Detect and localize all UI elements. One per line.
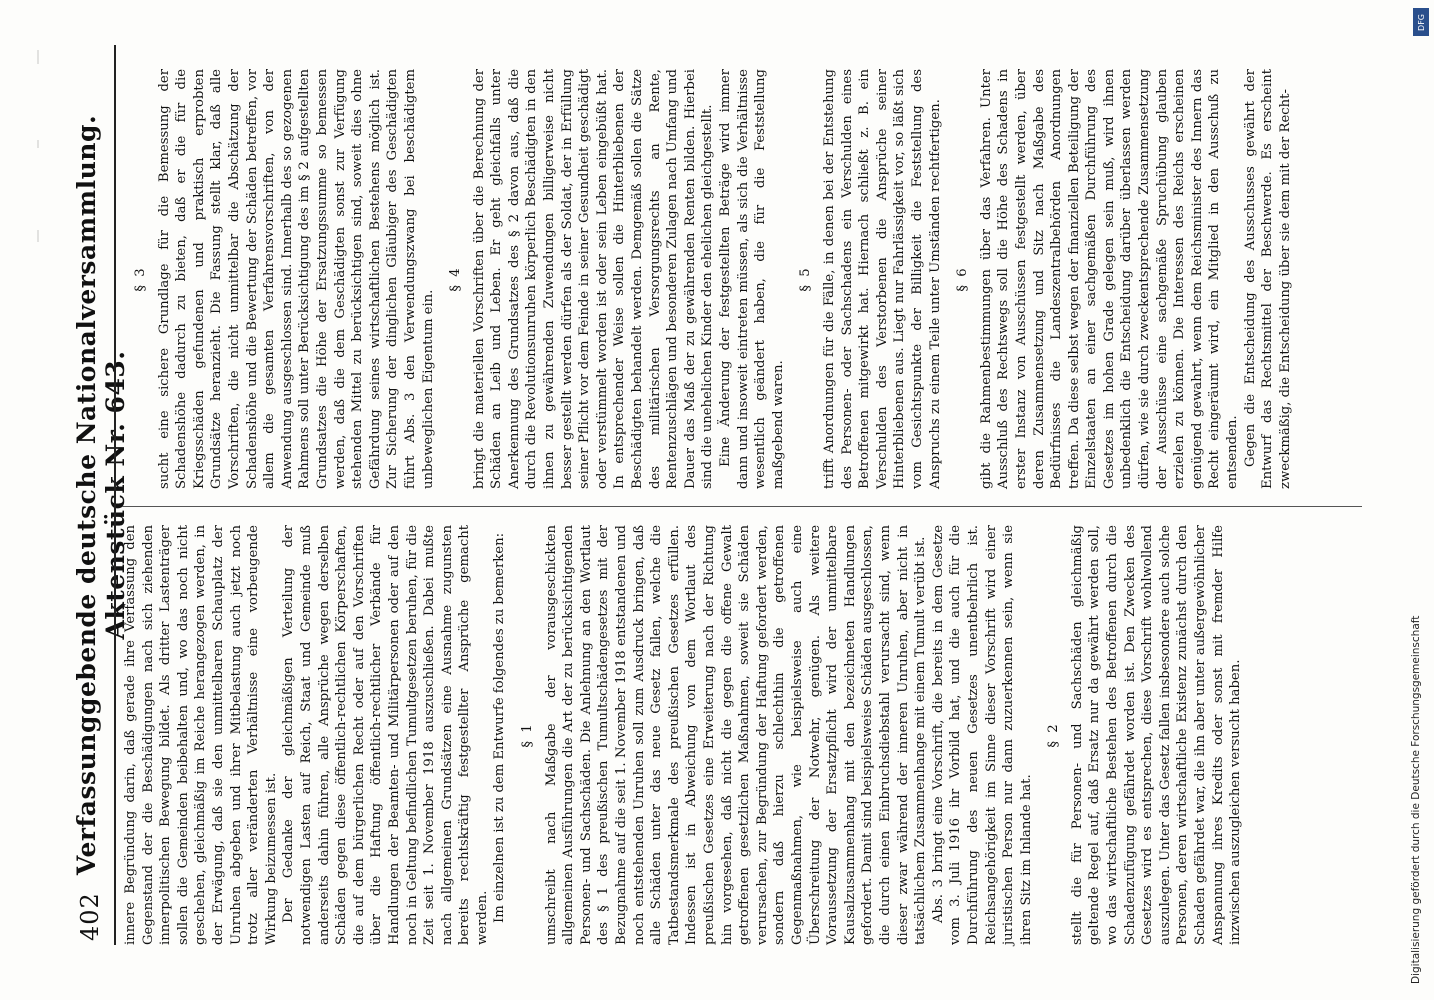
section-heading: § 2 — [1046, 722, 1062, 748]
paragraph: umschreibt nach Maßgabe der vorausgeschickten allgemeinen Ausführungen die Art der zu berücksichtigenden Personen- und Sachschäden. Die Anlehnung an den Wortlaut des § 1 des preußischen Tumultschädengesetzes mit der Bezugnahme auf die seit 1. November 1918 entstandenen und noch entstehenden Unruhen soll zum Ausdruck bringen, daß alle Schäden unter das neue Gesetz fallen, welche die Tatbestandsmerkmale des preußischen Gesetzes erfüllen. Indessen ist in Abweichung von dem Wortlaut des preußischen Gesetzes eine Erweiterung nach der Richtung hin vorgesehen, daß nicht die gegen die offene Gewalt getroffenen gesetzlichen Maßnahmen, soweit sie Schäden verursachen, zur Begründung der Haftung gefordert werden, sondern daß hierzu schlechthin die getroffenen Gegenmaßnahmen, wie beispielsweise auch eine Überschreitung der Notwehr, genügen. Als weitere Voraussetzung der Ersatzpflicht wird der unmittelbare Kausalzusammenhang mit den bezeichneten Handlungen gefordert. Damit sind beispielsweise Schäden ausgeschlossen, die durch einen Einbruchsdiebstahl verursacht sind, wenn dieser zwar während der inneren Unruhen, aber nicht in tatsächlichem Zusammenhange mit einem Tumult verübt ist. — [543, 525, 929, 945]
paragraph: innere Begründung darin, daß gerade ihre Verfassung den Gegenstand der die Beschädigungen nach sich ziehenden innerpolitischen Bewegung bildet. Als dritter Lastenträger sollen die Gemeinden beibehalten und, wo das noch nicht geschehen, gleichmäßig im Reiche herangezogen werden, in der Erwägung, daß sie den unmittelbaren Schauplatz der Unruhen abgeben und ihrer Mitbelastung auch jetzt noch trotz aller veränderten Verhältnisse eine vorbeugende Wirkung beizumessen ist. — [123, 525, 279, 945]
paragraph: sucht eine sichere Grundlage für die Bemessung der Schadenshöhe dadurch zu bieten, daß er die für die Kriegsschäden gefundenen und praktisch erprobten Grundsätze heranzieht. Die Fassung stellt klar, daß alle Vorschriften, die nicht unmittelbar die Abschätzung der Schadenshöhe und die Bewertung der Schäden betreffen, vor allem die gesamten Verfahrensvorschriften, von der Anwendung ausgeschlossen sind. Innerhalb des so gezogenen Rahmens soll unter Berücksichtigung des im § 2 aufgestellten Grundsatzes die Höhe der Ersatzungssumme so bemessen werden, daß die dem Geschädigten sonst zur Verfügung stehenden Mittel zu berücksichtigen sind, soweit dies ohne Gefährdung seines wirtschaftlichen Bestehens möglich ist. Zur Sicherung der dinglichen Gläubiger des Geschädigten führt Abs. 3 den Verwendungszwang bei beschädigtem unbeweglichen Eigentum ein. — [156, 69, 436, 489]
right-text-column — [122, 69, 1294, 489]
paragraph: Gegen die Entscheidung des Ausschusses gewährt der Entwurf das Rechtsmittel der Beschwerde. Es erscheint zweckmäßig, die Entscheidung über sie dem mit der Recht- — [1242, 69, 1293, 489]
section-heading: § 5 — [798, 266, 814, 292]
digitization-credit — [1408, 8, 1430, 992]
paragraph: Der Gedanke der gleichmäßigen Verteilung der notwendigen Lasten auf Reich, Staat und Gemeinde muß anderseits dahin führen, alle Ansprüche wegen derselben Schäden gegen diese öffentlich-rechtlichen Körperschaften, die auf dem bürgerlichen Recht oder auf den Vorschriften über die Haftung öffentlich-rechtlicher Verbände für Handlungen der Beamten- und Militärpersonen oder auf den noch in Geltung befindlichen Tumultgesetzen beruhen, für die Zeit seit 1. November 1918 auszuschließen. Dabei mußte nach allgemeinen Grundsätzen eine Ausnahme zugunsten bereits rechtskräftig festgestellter Ansprüche gemacht werden. — [281, 525, 490, 945]
paragraph: bringt die materiellen Vorschriften über die Berechnung der Schäden an Leib und Leben. Er geht gleichfalls unter Anerkennung des Grundsatzes des § 2 davon aus, daß die durch die Revolutionsunruhen körperlich Beschädigten in den ihnen zu gewährenden Zuwendungen billigerweise nicht besser gestellt werden dürfen als der Soldat, der in Erfüllung seiner Pflicht vor dem Feinde in seiner Gesundheit geschädigt oder verstümmelt worden ist oder sein Leben eingebüßt hat. In entsprechender Weise sollen die Hinterbliebenen der Beschädigten behandelt werden. Demgemäß sollen die Sätze des militärischen Versorgungsrechts an Rente, Rentenzuschlägen und besonderen Zulagen nach Umfang und Dauer das Maß der zu gewährenden Renten bilden. Hierbei sind die unehelichen Kinder den ehelichen gleichgestellt. — [471, 69, 716, 489]
dfg-logo-text: DFG — [1416, 13, 1426, 31]
paragraph: trifft Anordnungen für die Fälle, in denen bei der Entstehung des Personen- oder Sachschadens ein Verschulden eines Betroffenen mitgewirkt hat. Hiernach schließt z. B. ein Verschulden des Verstorbenen die Ansprüche seiner Hinterbliebenen aus. Liegt nur Fahrlässigkeit vor, so läßt sich vom Gesichtspunkte der Billigkeit die Feststellung des Anspruchs zu einem Teile unter Umständen rechtfertigen. — [821, 69, 943, 489]
dfg-logo — [1413, 8, 1429, 36]
page-header — [70, 45, 130, 945]
paragraph: Eine Änderung der festgestellten Beträge wird immer dann und insoweit eintreten müssen, als sich die Verhältnisse wesentlich geändert haben, die für die Feststellung maßgebend waren. — [718, 69, 786, 489]
rotated-page-content — [70, 45, 1370, 945]
paragraph: Im einzelnen ist zu dem Entwurfe folgendes zu bemerken: — [492, 532, 508, 923]
scan-noise-marks — [34, 20, 42, 980]
credit-text: Digitalisierung gefördert durch die Deutsche Forschungsgemeinschaft — [1410, 615, 1422, 984]
section-heading: § 6 — [955, 266, 971, 292]
header-rule — [114, 45, 116, 945]
paragraph: gibt die Rahmenbestimmungen über das Verfahren. Unter Ausschluß des Rechtswegs soll die Höhe des Schadens in erster Instanz von Ausschüssen festgestellt werden, über deren Zusammensetzung und Sitz nach Maßgabe des Bedürfnisses die Landeszentralbehörden Anordnungen treffen. Da diese selbst wegen der finanziellen Beteiligung der Einzelstaaten an einer sachgemäßen Durchführung des Gesetzes im hohen Grade gelegen sein muß, wird ihnen unbedenklich die Entscheidung darüber überlassen werden dürfen, wie sie durch zweckentsprechende Zusammensetzung der Ausschüsse eine sachgemäße Spruchübung glauben erzielen zu können. Die Interessen des Reichs erscheinen genügend gewahrt, wenn dem Reichsminister des Innern das Recht eingeräumt wird, ein Mitglied in den Ausschuß zu entsenden. — [978, 69, 1241, 489]
paragraph: stellt die für Personen- und Sachschäden gleichmäßig geltende Regel auf, daß Ersatz nur da gewährt werden soll, wo das wirtschaftliche Bestehen des Betroffenen durch die Schadenzufügung gefährdet worden ist. Den Zwecken des Gesetzes wird es entsprechen, diese Vorschrift wohlwollend auszulegen. Unter das Gesetz fallen insbesondere auch solche Personen, deren wirtschaftliche Existenz zunächst durch den Schaden gefährdet war, die ihn aber unter außergewöhnlicher Anspannung ihres Kredits oder sonst mit fremder Hilfe inzwischen auszugleichen versucht haben. — [1069, 525, 1244, 945]
page-title: Verfassunggebende deutsche Nationalversammlung. Aktenstück Nr. 643. — [72, 114, 130, 876]
paragraph: Abs. 3 bringt eine Vorschrift, die bereits in dem Gesetze vom 3. Juli 1916 ihr Vorbild hat, und die auch für die Durchführung des neuen Gesetzes unentbehrlich ist. Reichsangehörigkeit im Sinne dieser Vorschrift wird einer juristischen Person nur dann zuzuerkennen sein, wenn sie ihren Sitz im Inlande hat. — [930, 525, 1034, 945]
page-number: 402 — [76, 892, 104, 941]
section-heading: § 4 — [448, 266, 464, 292]
column-divider — [122, 506, 1362, 507]
section-heading: § 1 — [520, 722, 536, 748]
section-heading: § 3 — [133, 266, 148, 292]
left-text-column — [122, 525, 1245, 945]
